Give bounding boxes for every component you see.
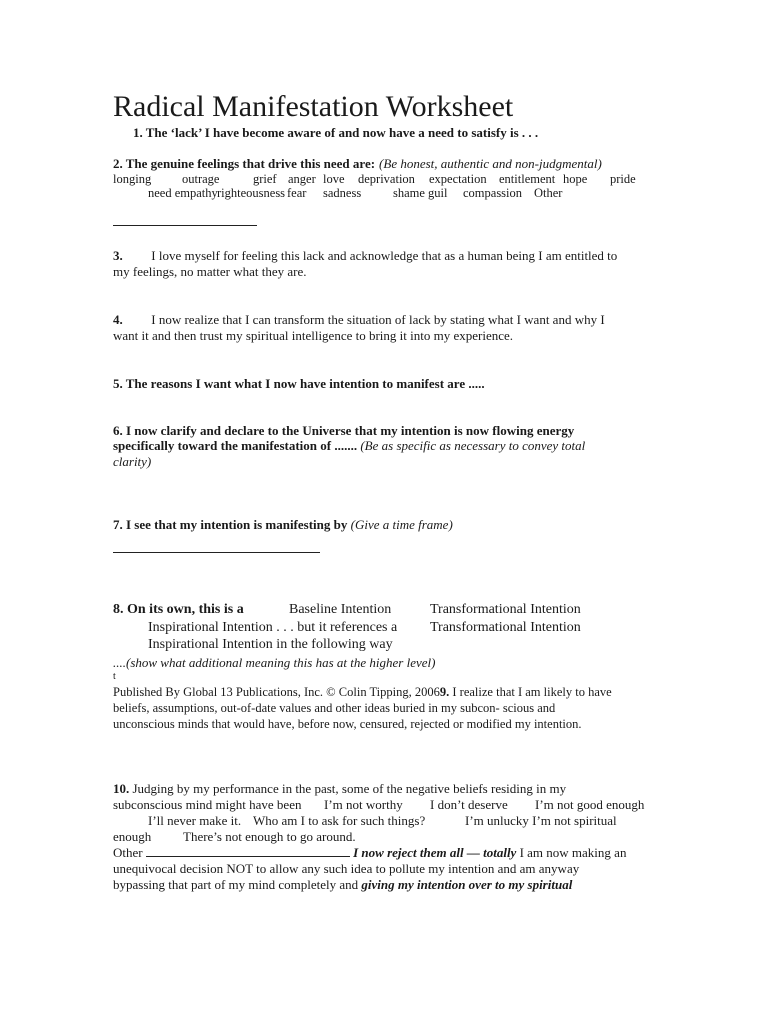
question-9-line-2: beliefs, assumptions, out-of-date values and other ideas buried in my subcon- scious and bbox=[113, 701, 556, 715]
question-7 bbox=[113, 517, 453, 533]
question-10-other-line bbox=[113, 845, 626, 861]
question-3-number: 3. bbox=[113, 248, 123, 263]
option-inspirational-reference[interactable]: Inspirational Intention . . . but it references a bbox=[148, 620, 398, 635]
question-6-line-2 bbox=[113, 438, 585, 454]
option-baseline-intention[interactable]: Baseline Intention bbox=[289, 602, 392, 617]
question-1 bbox=[133, 125, 538, 141]
publisher-text: Published By Global 13 Publications, Inc. © Colin Tipping, 2006 bbox=[113, 685, 440, 699]
question-4-text: I now realize that I can transform the situation of lack by stating what I want and why I bbox=[151, 312, 605, 327]
question-10-text: Judging by my performance in the past, some of the negative beliefs residing in my bbox=[132, 781, 567, 796]
feeling-option[interactable]: compassion bbox=[463, 186, 523, 200]
feeling-option[interactable]: deprivation bbox=[358, 172, 415, 186]
question-3 bbox=[113, 248, 617, 264]
belief-unlucky-continued: enough bbox=[113, 829, 152, 844]
question-10-line-2 bbox=[113, 797, 301, 813]
option-transformational-reference[interactable]: Transformational Intention bbox=[430, 620, 581, 635]
question-7-note: (Give a time frame) bbox=[350, 517, 453, 532]
question-9-text: I realize that I am likely to have bbox=[452, 685, 612, 699]
question-4-number: 4. bbox=[113, 312, 123, 327]
belief-not-enough[interactable]: There’s not enough to go around. bbox=[183, 829, 356, 844]
question-8-heading: 8. On its own, this is a bbox=[113, 602, 244, 617]
question-2-text: 2. The genuine feelings that drive this need are: bbox=[113, 156, 376, 171]
belief-unlucky[interactable]: I’m unlucky I’m not spiritual bbox=[465, 813, 617, 828]
feeling-option[interactable]: longing bbox=[113, 172, 152, 186]
feeling-option[interactable]: shame bbox=[393, 186, 425, 200]
feeling-option[interactable]: love bbox=[323, 172, 345, 186]
belief-not-good-enough[interactable]: I’m not good enough bbox=[535, 797, 645, 812]
question-9-line-3: unconscious minds that would have, before now, censured, rejected or modified my intention. bbox=[113, 717, 582, 731]
belief-who-am-i[interactable]: Who am I to ask for such things? bbox=[253, 813, 426, 828]
stray-text: t bbox=[113, 671, 116, 682]
question-3-text: I love myself for feeling this lack and acknowledge that as a human being I am entitled to bbox=[151, 248, 618, 263]
time-frame-line[interactable] bbox=[113, 540, 320, 558]
reject-statement: I now reject them all — totally bbox=[353, 845, 517, 860]
question-6-note-line-2: clarity) bbox=[113, 454, 152, 469]
feeling-option[interactable]: Other bbox=[534, 186, 563, 200]
feeling-option[interactable]: expectation bbox=[429, 172, 487, 186]
belief-not-worthy[interactable]: I’m not worthy bbox=[324, 797, 403, 812]
question-1-text: The ‘lack’ I have become aware of and now have a need to satisfy is . . . bbox=[145, 125, 539, 140]
feeling-option[interactable]: fear bbox=[287, 186, 307, 200]
question-3-line-2: my feelings, no matter what they are. bbox=[113, 264, 307, 279]
feeling-option[interactable]: guil bbox=[428, 186, 448, 200]
question-10-last-emphasis: giving my intention over to my spiritual bbox=[361, 877, 573, 892]
question-10-line-next: unequivocal decision NOT to allow any such idea to pollute my intention and am anyway bbox=[113, 861, 580, 876]
page-title: Radical Manifestation Worksheet bbox=[113, 90, 514, 123]
question-6-note: (Be as specific as necessary to convey total bbox=[360, 438, 586, 453]
question-7-text: 7. I see that my intention is manifesting by bbox=[113, 517, 348, 532]
publisher-line bbox=[113, 685, 612, 700]
question-4 bbox=[113, 312, 605, 328]
question-1-number: 1. bbox=[133, 125, 143, 140]
belief-never-make-it[interactable]: I’ll never make it. bbox=[148, 813, 242, 828]
feeling-option[interactable]: pride bbox=[610, 172, 636, 186]
feeling-option[interactable]: outrage bbox=[182, 172, 220, 186]
question-10-number: 10. bbox=[113, 781, 130, 796]
question-2-heading bbox=[113, 155, 602, 173]
feeling-option[interactable]: entitlement bbox=[499, 172, 556, 186]
feeling-option[interactable]: anger bbox=[288, 172, 316, 186]
feeling-option[interactable]: sadness bbox=[323, 186, 362, 200]
question-10-prefix: subconscious mind might have been bbox=[113, 797, 302, 812]
feeling-option[interactable]: hope bbox=[563, 172, 588, 186]
other-belief-line[interactable] bbox=[146, 856, 350, 857]
other-label: Other bbox=[113, 845, 143, 860]
question-8-note: ....(show what additional meaning this has at the higher level) bbox=[113, 655, 436, 670]
question-4-line-2: want it and then trust my spiritual intelligence to bring it into my experience. bbox=[113, 328, 514, 343]
question-6-line-1: 6. I now clarify and declare to the Universe that my intention is now flowing energy bbox=[113, 423, 575, 438]
feeling-option[interactable]: need empathy bbox=[148, 186, 218, 200]
question-10-last-prefix: bypassing that part of my mind completely and bbox=[113, 877, 359, 892]
question-10-line-last bbox=[113, 877, 572, 893]
option-transformational-intention[interactable]: Transformational Intention bbox=[430, 602, 581, 617]
option-inspirational-way[interactable]: Inspirational Intention in the following way bbox=[148, 637, 393, 652]
other-feeling-line[interactable] bbox=[113, 213, 257, 231]
question-5: 5. The reasons I want what I now have intention to manifest are ..... bbox=[113, 376, 485, 391]
question-10 bbox=[113, 781, 566, 797]
question-2-note: (Be honest, authentic and non-judgmental) bbox=[379, 156, 602, 171]
feeling-option[interactable]: righteousness bbox=[217, 186, 286, 200]
question-6-text: specifically toward the manifestation of ....... bbox=[113, 438, 358, 453]
question-9-number: 9. bbox=[439, 685, 450, 699]
feeling-option[interactable]: grief bbox=[253, 172, 277, 186]
belief-dont-deserve[interactable]: I don’t deserve bbox=[430, 797, 508, 812]
reject-continuation: I am now making an bbox=[519, 845, 627, 860]
